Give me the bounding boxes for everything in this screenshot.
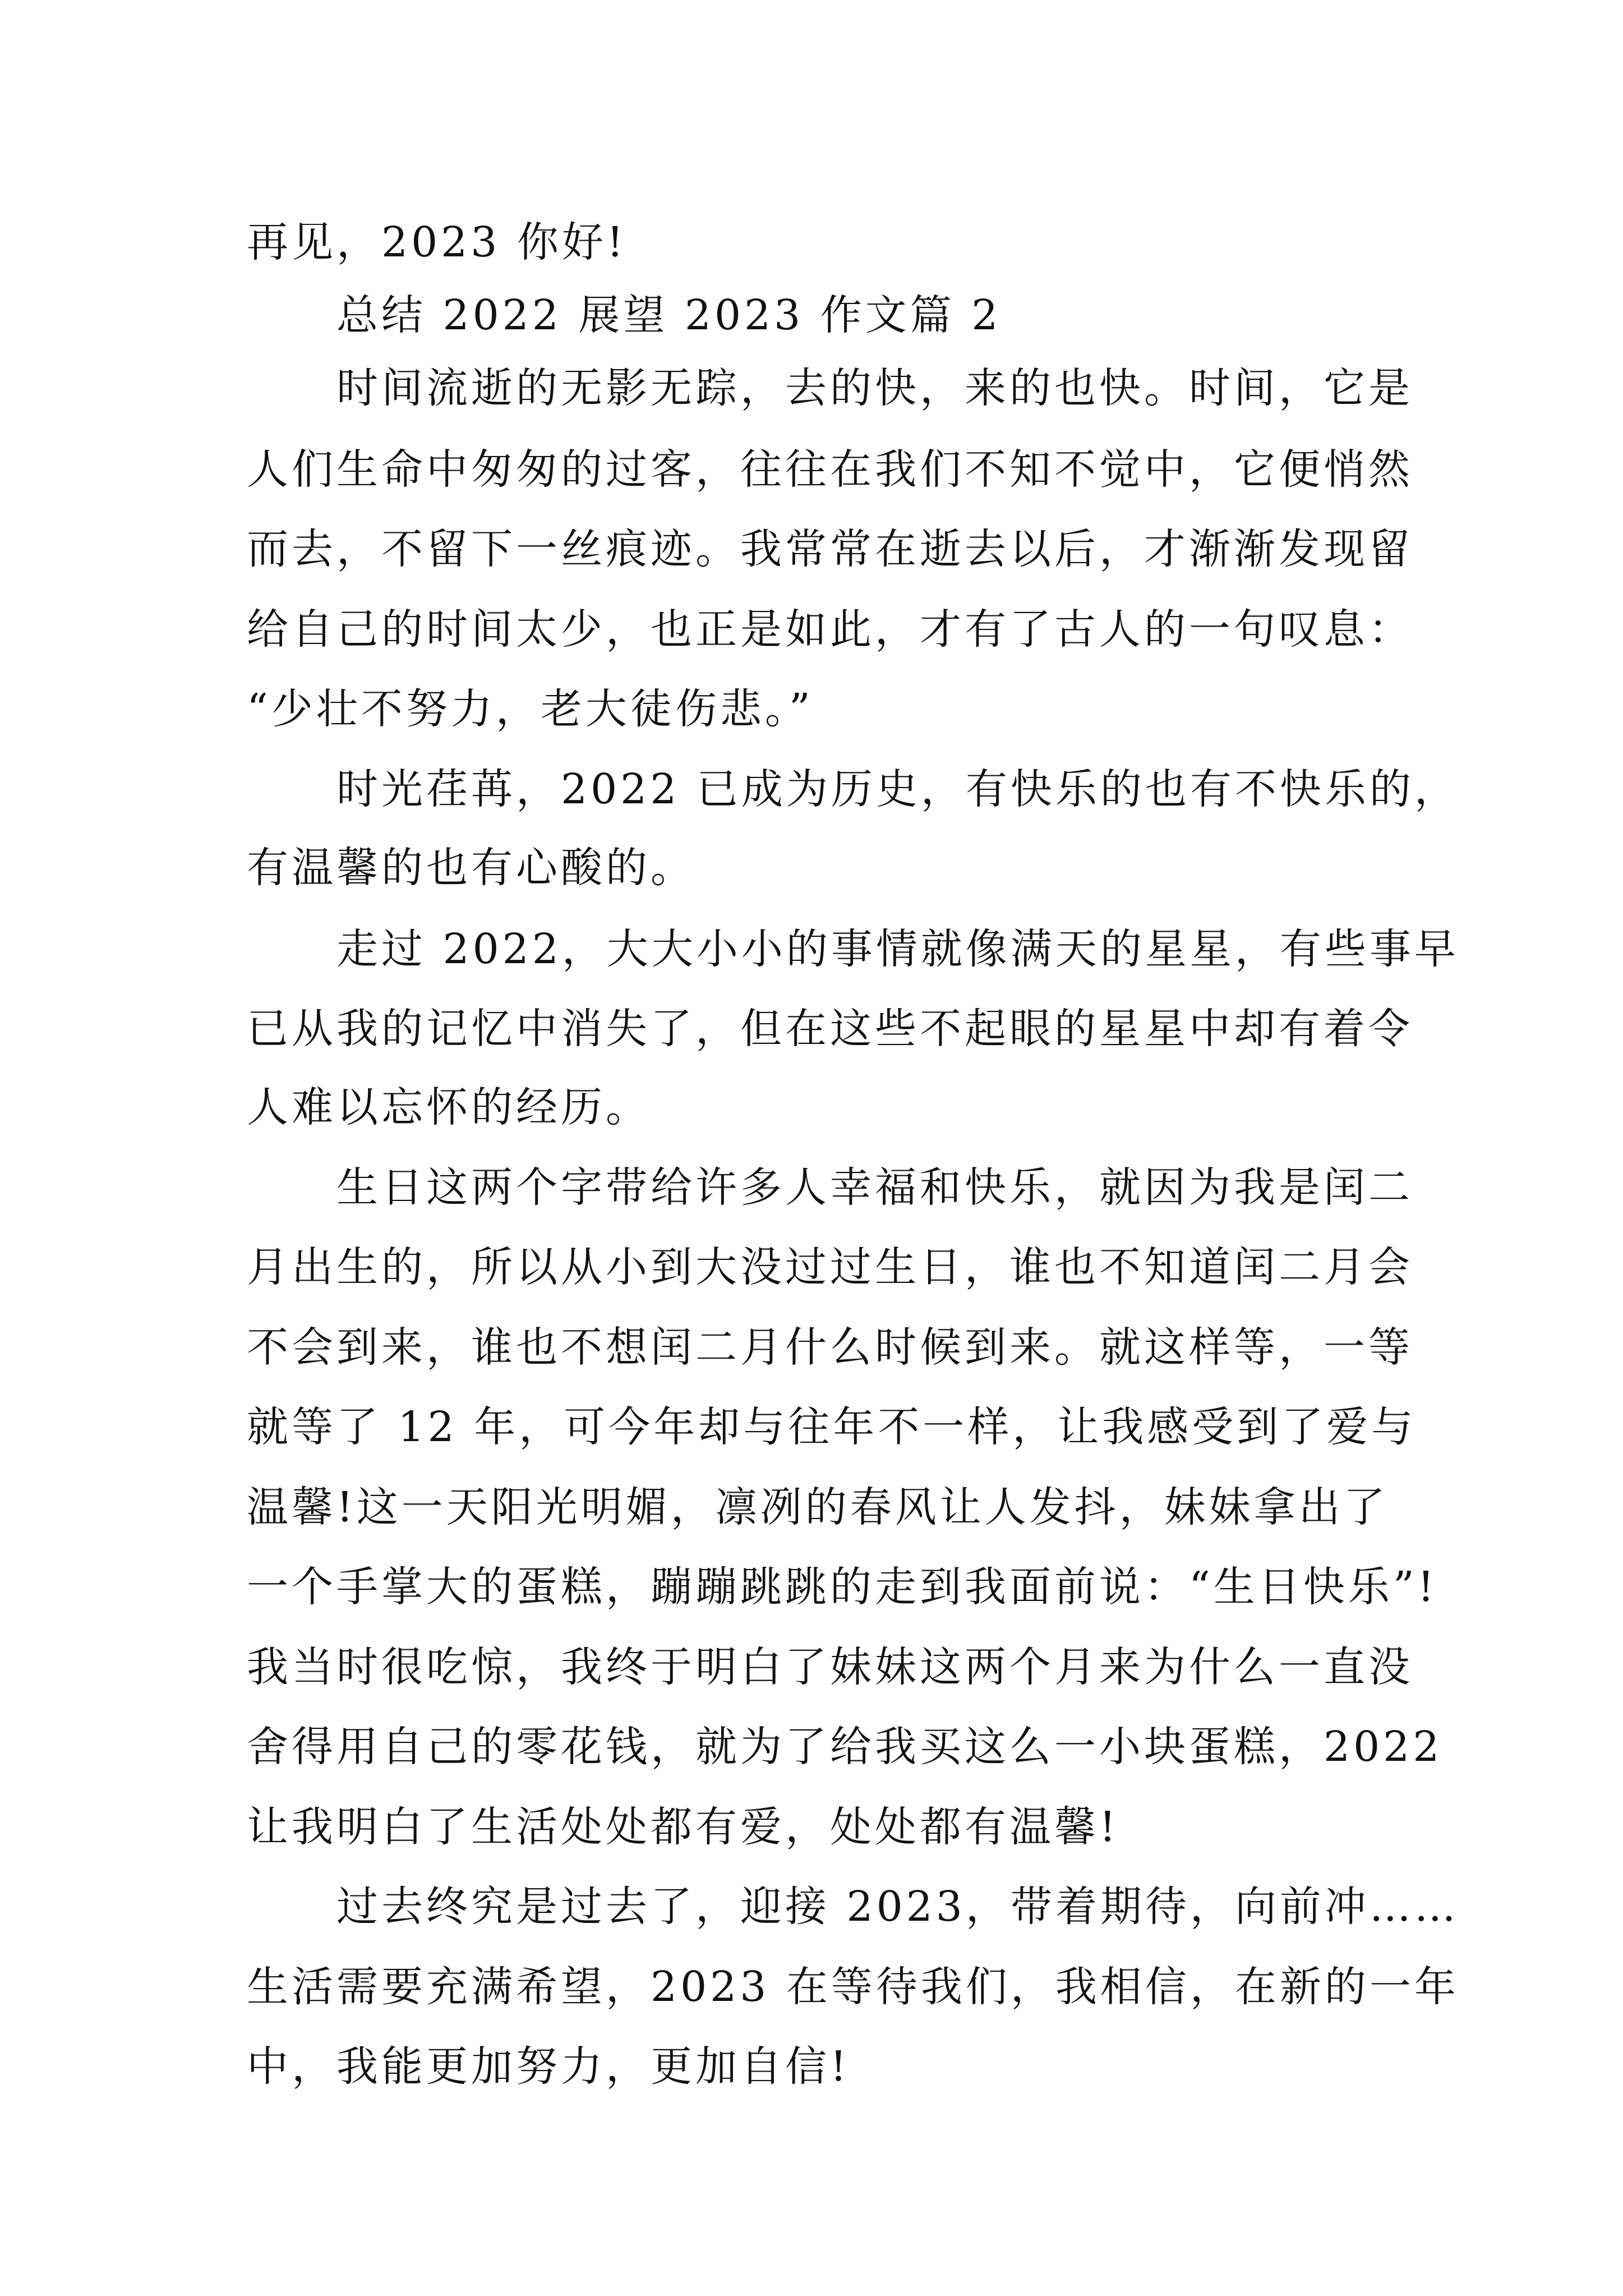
text-line: 就等了 12 年，可今年却与往年不一样，让我感受到了爱与	[247, 1403, 1417, 1451]
text-line: 走过 2022，大大小小的事情就像满天的星星，有些事早	[336, 925, 1459, 973]
text-line: 让我明白了生活处处都有爱，处处都有温馨!	[247, 1803, 1119, 1851]
text-line: 舍得用自己的零花钱，就为了给我买这么一小块蛋糕，2022	[247, 1723, 1443, 1771]
text-line: 月出生的，所以从小到大没过过生日，谁也不知道闰二月会	[247, 1243, 1413, 1291]
text-line: 时光荏苒，2022 已成为历史，有快乐的也有不快乐的，	[336, 765, 1459, 813]
text-line: 时间流逝的无影无踪，去的快，来的也快。时间，它是	[336, 364, 1413, 412]
text-line: 有温馨的也有心酸的。	[247, 844, 695, 892]
text-line: 生日这两个字带给许多人幸福和快乐，就因为我是闰二	[336, 1163, 1413, 1212]
text-line: 过去终究是过去了，迎接 2023，带着期待，向前冲……	[336, 1883, 1459, 1931]
text-line: 已从我的记忆中消失了，但在这些不起眼的星星中却有着令	[247, 1005, 1413, 1053]
text-line: 不会到来，谁也不想闰二月什么时候到来。就这样等，一等	[247, 1323, 1413, 1372]
text-line: 温馨!这一天阳光明媚，凛冽的春风让人发抖，妹妹拿出了	[247, 1483, 1389, 1531]
text-line: 而去，不留下一丝痕迹。我常常在逝去以后，才渐渐发现留	[247, 525, 1413, 573]
section-heading: 总结 2022 展望 2023 作文篇 2	[336, 291, 1002, 339]
text-line: 再见，2023 你好!	[247, 218, 627, 266]
text-line: “少壮不努力，老大徒伤悲。”	[247, 685, 814, 733]
text-line: 生活需要充满希望，2023 在等待我们，我相信，在新的一年	[247, 1963, 1459, 2011]
text-line: 我当时很吃惊，我终于明白了妹妹这两个月来为什么一直没	[247, 1643, 1413, 1691]
text-line: 人们生命中匆匆的过客，往往在我们不知不觉中，它便悄然	[247, 445, 1413, 494]
text-line: 给自己的时间太少，也正是如此，才有了古人的一句叹息：	[247, 605, 1413, 654]
text-line: 人难以忘怀的经历。	[247, 1083, 651, 1131]
text-line: 一个手掌大的蛋糕，蹦蹦跳跳的走到我面前说：“生日快乐”!	[247, 1563, 1438, 1611]
text-line: 中，我能更加努力，更加自信!	[247, 2042, 850, 2091]
